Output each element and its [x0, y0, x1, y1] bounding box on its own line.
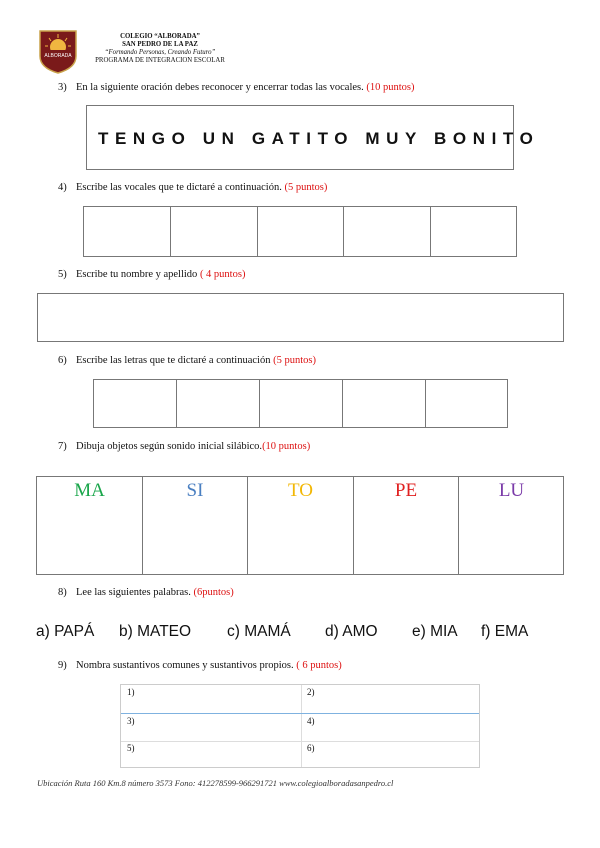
- letters-answer-grid: [93, 379, 508, 428]
- word-d: d) AMO: [325, 623, 378, 640]
- answer-cell[interactable]: [426, 380, 508, 427]
- word-a: a) PAPÁ: [36, 623, 95, 640]
- answer-cell[interactable]: [343, 380, 426, 427]
- table-divider: [121, 713, 479, 714]
- points-label: (6puntos): [193, 587, 234, 598]
- syllable-cell-lu[interactable]: [459, 477, 564, 574]
- school-name: COLEGIO “ALBORADA”: [120, 33, 200, 40]
- question-8: 8) Lee las siguientes palabras. (6puntos): [58, 587, 234, 598]
- school-logo: [37, 28, 79, 74]
- syllable-cell-ma[interactable]: [37, 477, 143, 574]
- word-c: c) MAMÁ: [227, 623, 291, 640]
- syllable-label: PE: [394, 480, 418, 501]
- table-cell[interactable]: 6): [307, 743, 315, 753]
- school-header: [80, 33, 240, 65]
- points-label: ( 6 puntos): [296, 660, 342, 671]
- syllable-cell-to[interactable]: [248, 477, 354, 574]
- answer-cell[interactable]: [260, 380, 343, 427]
- sentence-box[interactable]: [86, 105, 540, 170]
- answer-cell[interactable]: [344, 207, 431, 256]
- svg-text:ALBORADA: ALBORADA: [44, 53, 72, 59]
- question-4: 4) Escribe las vocales que te dictaré a continuación. (5 puntos): [58, 182, 328, 193]
- word-f: f) EMA: [481, 623, 529, 640]
- answer-cell[interactable]: [177, 380, 260, 427]
- points-label: (5 puntos): [273, 355, 316, 366]
- table-cell[interactable]: 4): [307, 716, 315, 726]
- points-label: (10 puntos): [366, 82, 415, 93]
- points-label: (5 puntos): [284, 182, 328, 193]
- table-divider: [121, 741, 479, 742]
- points-label: ( 4 puntos): [199, 269, 246, 280]
- question-5: 5) Escribe tu nombre y apellido ( 4 puntos): [58, 269, 246, 280]
- word-b: b) MATEO: [119, 623, 192, 640]
- syllable-cell-pe[interactable]: [354, 477, 459, 574]
- syllable-label: MA: [74, 480, 105, 501]
- question-6: 6) Escribe las letras que te dictaré a continuación (5 puntos): [58, 355, 316, 366]
- table-divider: [301, 685, 302, 767]
- question-3: 3) En la siguiente oración debes reconocer y encerrar todas las vocales. (10 puntos): [58, 82, 415, 93]
- footer-address: Ubicación Ruta 160 Km.8 número 3573 Fono: 412278599-966291721 www.colegioalboradasanpedro.cl: [37, 778, 394, 788]
- answer-cell[interactable]: [94, 380, 177, 427]
- school-city: SAN PEDRO DE LA PAZ: [122, 41, 198, 48]
- sentence-text: TENGO UN GATITO MUY BONITO: [98, 129, 540, 148]
- question-9: 9) Nombra sustantivos comunes y sustantivos propios. ( 6 puntos): [58, 660, 342, 671]
- syllable-label: SI: [186, 480, 204, 501]
- syllable-cell-si[interactable]: [143, 477, 248, 574]
- vowels-answer-grid: [83, 206, 517, 257]
- word-e: e) MIA: [412, 623, 458, 640]
- table-cell[interactable]: 1): [127, 687, 135, 697]
- table-cell[interactable]: 2): [307, 687, 315, 697]
- table-cell[interactable]: 5): [127, 743, 135, 753]
- nouns-table: [120, 684, 480, 768]
- syllable-label: TO: [288, 480, 313, 501]
- answer-cell[interactable]: [171, 207, 258, 256]
- table-cell[interactable]: 3): [127, 716, 135, 726]
- answer-cell[interactable]: [258, 207, 344, 256]
- points-label: (10 puntos): [262, 441, 311, 452]
- name-answer-box[interactable]: [37, 293, 564, 342]
- question-7: 7) Dibuja objetos según sonido inicial silábico.(10 puntos): [58, 441, 311, 452]
- syllable-drawing-grid: [36, 476, 564, 575]
- answer-cell[interactable]: [84, 207, 171, 256]
- program-name: PROGRAMA DE INTEGRACION ESCOLAR: [95, 57, 225, 64]
- school-motto: “Formando Personas, Creando Futuro”: [104, 49, 216, 56]
- answer-cell[interactable]: [431, 207, 517, 256]
- syllable-label: LU: [498, 480, 525, 501]
